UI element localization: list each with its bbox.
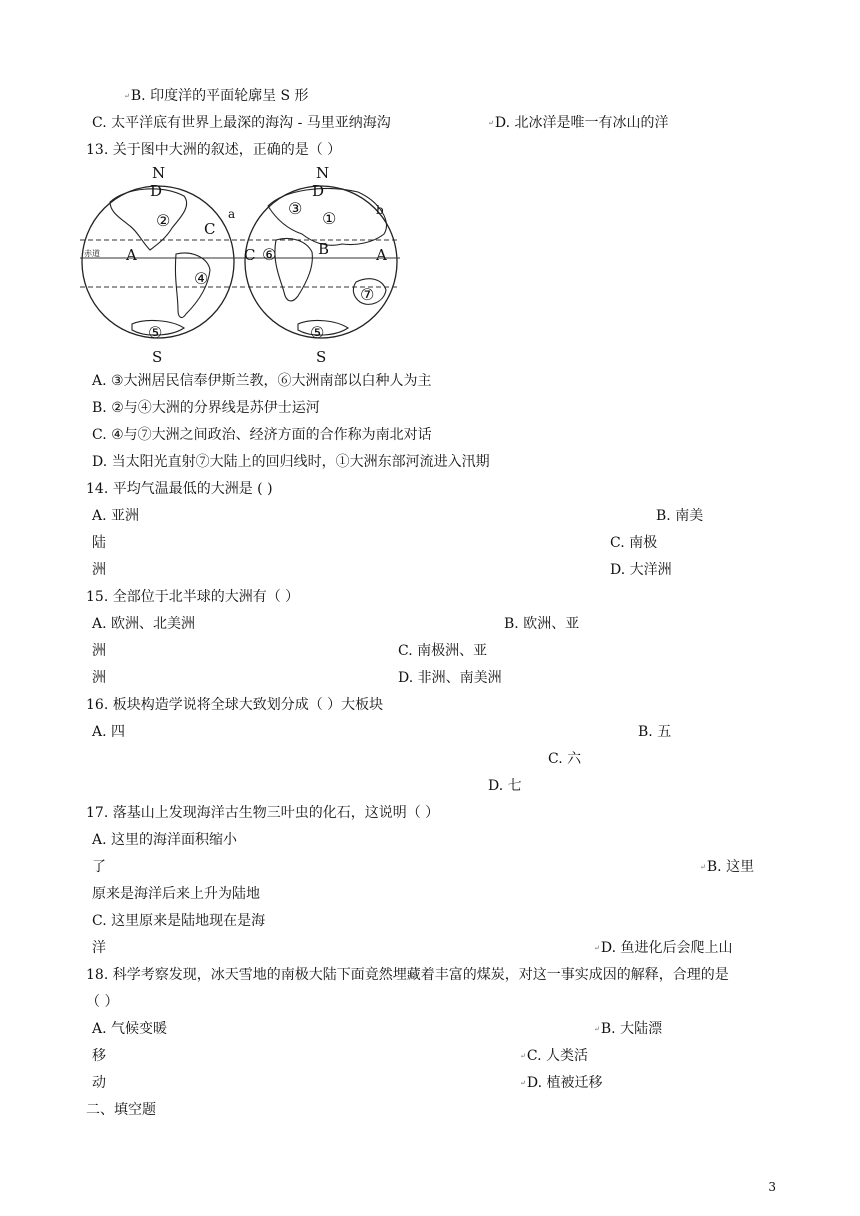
layout-mark: ↵ — [124, 92, 130, 100]
continent-7-label: ⑦ — [360, 285, 375, 304]
line-text: D. 植被迁移 — [526, 1075, 603, 1091]
continent-5-east-label: ⑤ — [310, 323, 325, 342]
layout-mark: ↵ — [520, 1052, 526, 1060]
q15-option-c: C. 南极洲、亚 — [398, 643, 488, 659]
continent-5-west-label: ⑤ — [148, 323, 163, 342]
continent-3-label: ③ — [288, 199, 303, 218]
line-text: B. 大陆漂 — [600, 1021, 663, 1037]
q13-option-d: D. 当太阳光直射⑦大陆上的回归线时，①大洲东部河流进入汛期 — [92, 454, 490, 470]
lower-a-label: a — [228, 207, 236, 221]
q18-option-d — [520, 1074, 603, 1092]
question-13: 13. 关于图中大洲的叙述，正确的是（ ） — [86, 142, 342, 158]
continent-6-label: ⑥ — [262, 245, 277, 264]
line-text: D. 北冰洋是唯一有冰山的洋 — [494, 115, 669, 131]
q17-option-c: C. 这里原来是陆地现在是海 — [92, 913, 266, 929]
question-15: 15. 全部位于北半球的大洲有（ ） — [86, 589, 300, 605]
q13-option-a: A. ③大洲居民信奉伊斯兰教，⑥大洲南部以白种人为主 — [92, 373, 432, 389]
east-south-label: S — [316, 348, 327, 364]
equator-label: 赤道 — [84, 249, 100, 258]
q15-option-a-wrap2: 洲 — [92, 670, 106, 686]
q14-option-d: D. 大洋洲 — [610, 562, 672, 578]
layout-mark: ↵ — [520, 1079, 526, 1087]
question-14: 14. 平均气温最低的大洲是 ( ) — [86, 481, 273, 497]
q15-option-b: B. 欧洲、亚 — [504, 616, 580, 632]
q12-option-d — [488, 114, 669, 132]
western-hemisphere-circle — [82, 186, 234, 338]
q17-option-a: A. 这里的海洋面积缩小 — [92, 832, 238, 848]
q16-option-a: A. 四 — [92, 724, 126, 740]
q15-option-d: D. 非洲、南美洲 — [398, 670, 502, 686]
q14-option-a-wrap: 陆 — [92, 535, 106, 551]
q14-option-b: B. 南美 — [656, 508, 704, 524]
continent-2-label: ② — [156, 211, 171, 230]
east-ocean-b: B — [318, 240, 330, 258]
q17-option-c-wrap: 洋 — [92, 940, 106, 956]
east-north-label: N — [316, 164, 330, 182]
west-north-label: N — [152, 164, 166, 182]
question-17: 17. 落基山上发现海洋古生物三叶虫的化石，这说明（ ） — [86, 805, 440, 821]
q18-option-a: A. 气候变暖 — [92, 1021, 168, 1037]
east-ocean-d: D — [312, 182, 325, 200]
lower-b-label: b — [376, 203, 384, 217]
line-text: B. 印度洋的平面轮廓呈 S 形 — [130, 88, 309, 104]
q16-option-d: D. 七 — [488, 778, 522, 794]
section-heading: 二、填空题 — [86, 1102, 156, 1118]
q17-option-a-wrap: 了 — [92, 859, 106, 875]
line-text: B. 这里 — [706, 859, 755, 875]
question-16: 16. 板块构造学说将全球大致划分成（ ）大板块 — [86, 697, 384, 713]
layout-mark: ↵ — [488, 119, 494, 127]
west-ocean-d: D — [150, 182, 163, 200]
q14-option-a-wrap2: 洲 — [92, 562, 106, 578]
q16-option-c: C. 六 — [548, 751, 582, 767]
north-america-shape — [110, 189, 187, 250]
q14-option-a: A. 亚洲 — [92, 508, 140, 524]
east-ocean-a: A — [376, 246, 387, 264]
page-number: 3 — [768, 1180, 776, 1194]
q12-option-b — [124, 87, 309, 105]
layout-mark: ↵ — [700, 863, 706, 871]
q13-option-c: C. ④与⑦大洲之间政治、经济方面的合作称为南北对话 — [92, 427, 432, 443]
q17-option-b-wrap: 原来是海洋后来上升为陆地 — [92, 886, 260, 902]
q14-option-c: C. 南极 — [610, 535, 658, 551]
q15-option-a-wrap: 洲 — [92, 643, 106, 659]
africa-shape — [275, 239, 312, 301]
q16-option-b: B. 五 — [638, 724, 672, 740]
q18-option-a-wrap2: 动 — [92, 1075, 106, 1091]
west-ocean-a: A — [126, 246, 137, 264]
east-ocean-c: C — [244, 246, 256, 264]
continent-4-label: ④ — [194, 269, 209, 288]
continent-1-label: ① — [322, 209, 337, 228]
q18-paren: （ ） — [86, 994, 119, 1010]
q12-option-c: C. 太平洋底有世界上最深的海沟 - 马里亚纳海沟 — [92, 115, 391, 131]
layout-mark: ↵ — [594, 944, 600, 952]
q17-option-b — [700, 858, 754, 876]
q18-option-b — [594, 1020, 662, 1038]
q18-option-c — [520, 1047, 588, 1065]
q13-option-b: B. ②与④大洲的分界线是苏伊士运河 — [92, 400, 320, 416]
west-south-label: S — [152, 348, 163, 364]
line-text: C. 人类活 — [526, 1048, 588, 1064]
line-text: D. 鱼进化后会爬上山 — [600, 940, 733, 956]
world-hemispheres-map — [80, 162, 400, 364]
west-ocean-c: C — [204, 220, 216, 238]
q15-option-a: A. 欧洲、北美洲 — [92, 616, 196, 632]
question-18: 18. 科学考察发现，冰天雪地的南极大陆下面竟然埋藏着丰富的煤炭，对这一事实成因的解释，合理的是 — [86, 967, 729, 983]
q17-option-d — [594, 939, 733, 957]
layout-mark: ↵ — [594, 1025, 600, 1033]
q18-option-a-wrap: 移 — [92, 1048, 106, 1064]
